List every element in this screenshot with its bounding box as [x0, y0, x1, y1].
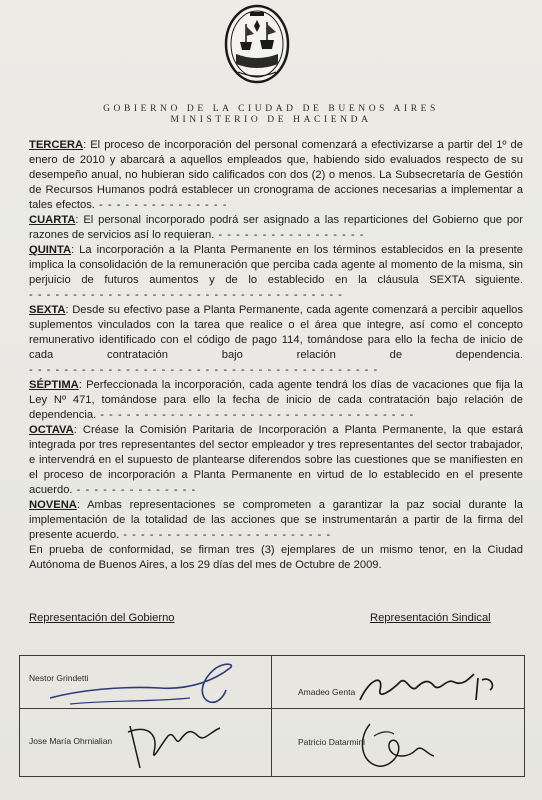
clause-dashes: - - - - - - - - - - - - - - - - - — [214, 229, 365, 241]
clause-text: : El proceso de incorporación del personal comenzará a efectivizarse a partir del 1º de enero de 2010 y abarcará a aquellos empleados que, habiendo sido evaluados respecto de su desempeño anual, no hubieran sido calificados con dos (2) o menos. La Subsecretaría de Gestión de Recursos Humanos podrá establecer un cronograma de acciones necesarias a implementar a tales efectos. — [29, 139, 523, 211]
clause-dashes: - - - - - - - - - - - - - - - - - - - - - - - - — [119, 529, 332, 541]
coat-of-arms-icon — [222, 2, 292, 86]
agreement-body — [29, 138, 523, 573]
clause-label: NOVENA — [29, 499, 77, 511]
clause-label: TERCERA — [29, 139, 84, 151]
signature-ohrnialian — [120, 706, 230, 776]
clause-label: CUARTA — [29, 214, 76, 226]
closing-paragraph: En prueba de conformidad, se firman tres (3) ejemplares de un mismo tenor, en la Ciudad Autónoma de Buenos Aires, a los 29 días del mes de Octubre de 2009. — [29, 544, 523, 571]
signatory-name: Jose María Ohrnialian — [29, 736, 113, 746]
clause-label: OCTAVA — [29, 424, 74, 436]
signature-table — [19, 655, 525, 777]
signature-datarmini — [350, 714, 450, 774]
clause-septima — [29, 378, 523, 423]
clause-octava — [29, 423, 523, 498]
clause-tercera — [29, 138, 523, 213]
ministry-header: MINISTERIO DE HACIENDA — [170, 115, 372, 125]
clause-text: : Desde su efectivo pase a Planta Permanente, cada agente comenzará a percibir aquellos suplementos vinculados con la tarea que realice o el área que integre, así como el concepto remunerativo identificado con el código de pago 114, tomándose para ello la fecha de inicio de cada contratación bajo relación de dependencia. — [29, 304, 523, 361]
clause-label: SÉPTIMA — [29, 379, 79, 391]
clause-dashes: - - - - - - - - - - - - - - - - - - - - - - - - - - - - - - - - - - - - - - - - — [29, 364, 379, 376]
clause-dashes: - - - - - - - - - - - - - - - - - - - - - - - - - - - - - - - - - - - - — [29, 289, 343, 301]
clause-label: SEXTA — [29, 304, 66, 316]
signatory-name: Nestor Grindetti — [29, 673, 89, 683]
signature-genta — [350, 660, 515, 710]
clause-sexta — [29, 303, 523, 378]
clause-dashes: - - - - - - - - - - - - - - - - - - - - - - - - - - - - - - - - - - - - — [96, 409, 415, 421]
clause-dashes: - - - - - - - - - - - - - - — [72, 484, 197, 496]
clause-text: : La incorporación a la Planta Permanente en los términos establecidos en la presente implica la consolidación de la remuneración que perciba cada agente al momento de la misma, sin perjuicio de futuros aumentos y de lo establecido en la cláusula SEXTA siguiente. — [29, 244, 523, 286]
divider — [271, 656, 272, 776]
clause-quinta — [29, 243, 523, 303]
clause-novena — [29, 498, 523, 543]
clause-text: : Perfeccionada la incorporación, cada agente tendrá los días de vacaciones que fija la Ley Nº 471, tomándose para ello la fecha de inicio de cada contratación bajo relación de dependencia. — [29, 379, 523, 421]
government-header: GOBIERNO DE LA CIUDAD DE BUENOS AIRES — [103, 104, 439, 114]
union-representation-label: Representación Sindical — [370, 612, 491, 624]
clause-dashes: - - - - - - - - - - - - - - - — [94, 199, 228, 211]
clause-text: : El personal incorporado podrá ser asignado a las reparticiones del Gobierno que por razones de servicios así lo requieran. — [29, 214, 523, 241]
clause-cuarta — [29, 213, 523, 243]
clause-label: QUINTA — [29, 244, 72, 256]
clause-text: : Ambas representaciones se comprometen a garantizar la paz social durante la implementación de la totalidad de las acciones que se instrumentarán a partir de la firma del presente acuerdo. — [29, 499, 523, 541]
clause-text: : Créase la Comisión Paritaria de Incorporación a Planta Permanente, la que estará integrada por tres representantes del sector empleador y tres representantes del sector trabajador, e intervendrá en el supuesto de plantearse diferendos sobre las cuestiones que se manifiesten en el proceso de incorporación a Planta Permanente en virtud de lo establecido en el presente acuerdo. — [29, 424, 523, 496]
government-representation-label: Representación del Gobierno — [29, 612, 175, 624]
signatory-name: Patricio Datarmini — [298, 737, 366, 747]
signatory-name: Amadeo Genta — [298, 687, 356, 697]
